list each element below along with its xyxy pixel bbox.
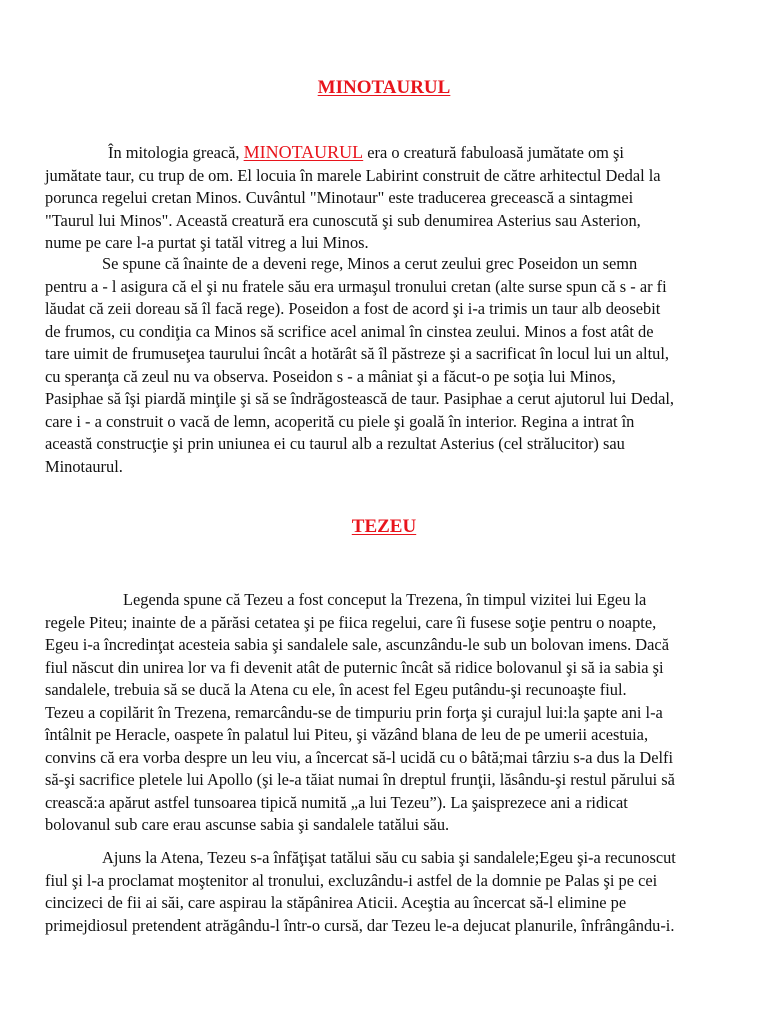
paragraph-line: convins că era vorba despre un leu viu, a încercat să-l ucidă cu o bâtă;mai târziu s-a dus la Delfi bbox=[45, 747, 674, 767]
paragraph-line: cincizeci de fii ai săi, care aspirau la stăpânirea Aticii. Aceştia au încercat să-l elimine pe bbox=[45, 893, 627, 912]
heading-minotaurul: MINOTAURUL bbox=[317, 77, 451, 98]
paragraph-text: era o creatură fabuloasă jumătate om şi bbox=[363, 143, 624, 162]
paragraph-line: sandalele, trebuia să se ducă la Atena cu ele, în acest fel Egeu putându-şi recunoaşte fiul. bbox=[45, 680, 627, 699]
paragraph-text: În mitologia greacă, bbox=[108, 143, 244, 162]
paragraph-line: crească:a apărut astfel tunsoarea tipică numită „a lui Tezeu”). La şaisprezece ani a ridicat bbox=[45, 792, 628, 812]
paragraph-line: cu speranţa că zeul nu va observa. Poseidon s - a mâniat şi a făcut-o pe soţia lui Minos, bbox=[45, 366, 616, 386]
paragraph-line: această construcţie şi prin uniunea ei cu taurul alb a rezultat Asterius (cel strălucitor) sau bbox=[45, 434, 625, 453]
paragraph-tezeu-legend bbox=[45, 589, 735, 837]
paragraph-line: fiul şi l-a proclamat moştenitor al tronului, excluzându-i astfel de la domnie pe Palas şi pe cei bbox=[45, 870, 658, 890]
heading-tezeu: TEZEU bbox=[351, 516, 417, 537]
paragraph-line: Tezeu a copilărit în Trezena, remarcându-se de timpuriu prin forţa şi curajul lui:la şapte ani l-a bbox=[45, 702, 663, 722]
paragraph-line: Ajuns la Atena, Tezeu s-a înfăţişat tatălui său cu sabia şi sandalele;Egeu şi-a recunoscut bbox=[102, 848, 676, 867]
paragraph-line: jumătate taur, cu trup de om. El locuia în marele Labirint construit de către arhitectul Dedal la bbox=[45, 165, 661, 185]
paragraph-line bbox=[45, 141, 735, 165]
paragraph-line: tare uimit de frumuseţea taurului încât a hotărât să îl păstreze şi a sacrificat în locul lui un altul, bbox=[45, 344, 669, 363]
paragraph-line: fiul născut din unirea lor va fi devenit atât de puternic încât să ridice bolovanul şi să ia sabia şi bbox=[45, 657, 664, 677]
paragraph-line: Egeu i-a încredinţat acesteia sabia şi sandalele sale, ascunzându-le sub un bolovan imens. Dacă bbox=[45, 635, 669, 654]
paragraph-minos-poseidon bbox=[45, 253, 735, 478]
paragraph-minotaur-definition bbox=[45, 141, 735, 255]
minotaurul-link[interactable]: MINOTAURUL bbox=[243, 142, 364, 162]
paragraph-line: întâlnit pe Heracle, oaspete în palatul lui Piteu, şi văzând blana de leu de pe umerii acestuia, bbox=[45, 725, 649, 744]
paragraph-line: bolovanul sub care erau ascunse sabia şi sandalele tatălui său. bbox=[45, 815, 450, 834]
paragraph-line: porunca regelui cretan Minos. Cuvântul "Minotaur" este traducerea grecească a sintagmei bbox=[45, 188, 634, 207]
paragraph-line: lăudat că zeii doreau să îl facă rege). Poseidon a fost de acord şi i-a trimis un taur alb deosebit bbox=[45, 299, 661, 318]
paragraph-line: "Taurul lui Minos". Această creatură era cunoscută şi sub denumirea Asterius sau Asterion, bbox=[45, 210, 641, 230]
paragraph-line: Pasiphae să îşi piardă minţile şi să se îndrăgostească de taur. Pasiphae a cerut ajutorul lui Dedal, bbox=[45, 389, 675, 408]
paragraph-line: regele Piteu; inainte de a părăsi cetatea şi pe fiica regelui, care îi fusese soţie pentru o noapte, bbox=[45, 612, 657, 632]
paragraph-line: Se spune că înainte de a deveni rege, Minos a cerut zeului grec Poseidon un semn bbox=[102, 254, 638, 273]
paragraph-line: de frumos, cu condiţia ca Minos să scrifice acel animal în cinstea zeului. Minos a fost atât de bbox=[45, 321, 654, 341]
paragraph-line: care i - a construit o vacă de lemn, acoperită cu piele şi goală în interior. Regina a intrat în bbox=[45, 411, 635, 431]
paragraph-line: primejdiosul pretendent atrăgându-l într-o cursă, dar Tezeu le-a dejucat planurile, înfrângându-i. bbox=[45, 915, 675, 935]
paragraph-line: Legenda spune că Tezeu a fost conceput la Trezena, în timpul vizitei lui Egeu la bbox=[123, 590, 647, 609]
paragraph-line: să-şi sacrifice pletele lui Apollo (şi le-a tăiat numai în dreptul frunţii, lăsându-şi restul părului să bbox=[45, 770, 675, 789]
paragraph-line: Minotaurul. bbox=[45, 456, 123, 476]
paragraph-line: pentru a - l asigura că el şi nu fratele său era urmaşul tronului cretan (alte surse spun că s - ar fi bbox=[45, 276, 667, 296]
paragraph-tezeu-athens bbox=[45, 847, 735, 937]
paragraph-line: nume pe care l-a purtat şi tatăl vitreg a lui Minos. bbox=[45, 233, 369, 252]
